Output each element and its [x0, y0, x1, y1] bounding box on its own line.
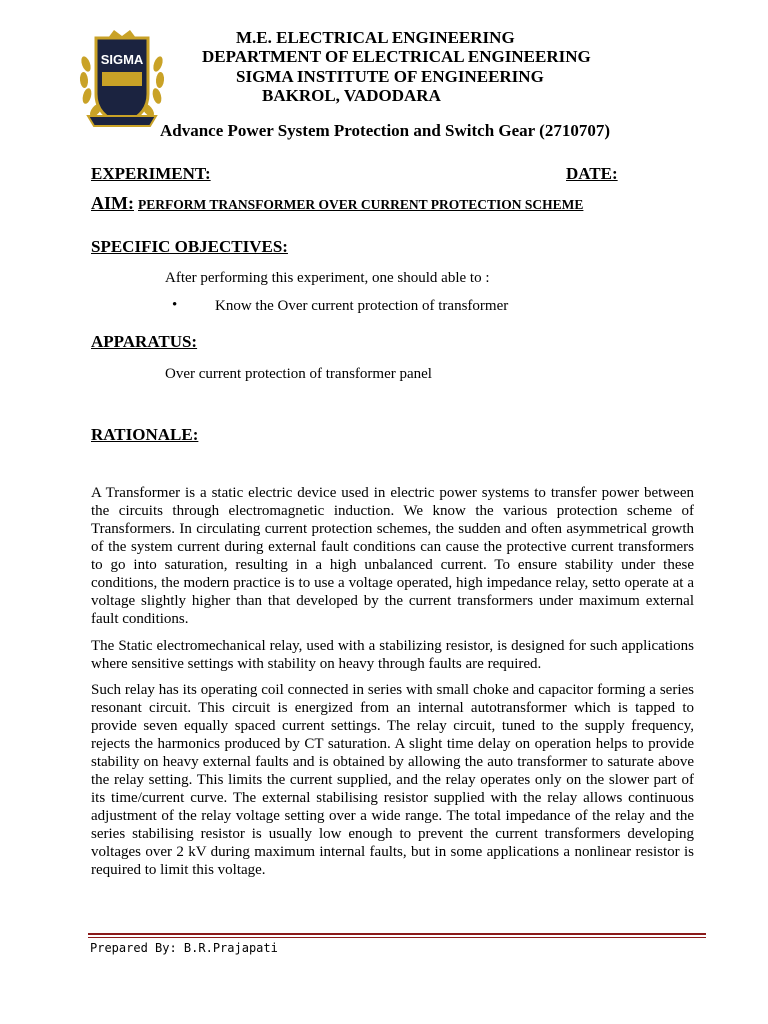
apparatus-text: Over current protection of transformer panel	[165, 366, 432, 382]
footer-divider	[88, 933, 706, 935]
experiment-label: EXPERIMENT:	[91, 164, 211, 183]
objectives-intro: After performing this experiment, one should able to :	[165, 270, 490, 286]
program-title: M.E. ELECTRICAL ENGINEERING	[236, 28, 515, 47]
institute-location: BAKROL, VADODARA	[262, 86, 441, 105]
institute-logo	[78, 24, 166, 134]
department-title: DEPARTMENT OF ELECTRICAL ENGINEERING	[202, 47, 591, 66]
rationale-paragraph-1: A Transformer is a static electric device used in electric power systems to transfer power between the circuits through electromagnetic induction. We know the various protection scheme of Transformers. In circulating current protection schemes, the sudden and often asymmetrical growth of the system current during external fault conditions can cause the protective current transformers to go into saturation, resulting in a high unbalanced current. To ensure stability under these conditions, the modern practice is to use a voltage operated, high impedance relay, setto operate at a voltage slightly higher than that developed by the current transformers under maximum external fault conditions.	[91, 485, 694, 627]
rationale-paragraph-3: Such relay has its operating coil connected in series with small choke and capacitor forming a series resonant circuit. This circuit is energized from an internal autotransformer which is tapped to provide seven equally spaced current settings. The relay circuit, tuned to the supply frequency, rejects the harmonics produced by CT saturation. A slight time delay on operation helps to provide stability on heavy external faults and is obtained by allowing the auto transformer to saturate above the relay setting. This limits the current supplied, and the relay operates only on the slower part of its time/current curve. The external stabilising resistor supplied with the relay allows continuous adjustment of the relay voltage setting over a wide range. The total impedance of the relay and the series stabilising resistor is usually low enough to prevent the current transformers developing voltages over 2 kV during maximum internal faults, but in some applications a nonlinear resistor is required to limit this voltage.	[91, 682, 694, 878]
objective-item: Know the Over current protection of transformer	[215, 298, 509, 314]
logo-text: SIGMA	[100, 52, 144, 67]
footer-divider-thin	[88, 937, 706, 938]
aim-label: AIM:	[91, 193, 134, 213]
apparatus-heading: APPARATUS:	[91, 332, 198, 351]
course-title: Advance Power System Protection and Switch Gear (2710707)	[160, 121, 610, 140]
aim-text: PERFORM TRANSFORMER OVER CURRENT PROTECTION SCHEME	[138, 197, 584, 212]
objective-bullet-icon: •	[172, 297, 178, 313]
footer-prepared-by: Prepared By: B.R.Prajapati	[90, 941, 278, 955]
rationale-heading: RATIONALE:	[91, 425, 199, 444]
rationale-paragraph-2: The Static electromechanical relay, used with a stabilizing resistor, is designed for such applications where sensitive settings with stability on heavy through faults are required.	[91, 638, 694, 672]
institute-name: SIGMA INSTITUTE OF ENGINEERING	[236, 67, 544, 86]
aim-line	[91, 193, 583, 214]
objectives-heading: SPECIFIC OBJECTIVES:	[91, 237, 288, 256]
date-label: DATE:	[566, 164, 618, 183]
